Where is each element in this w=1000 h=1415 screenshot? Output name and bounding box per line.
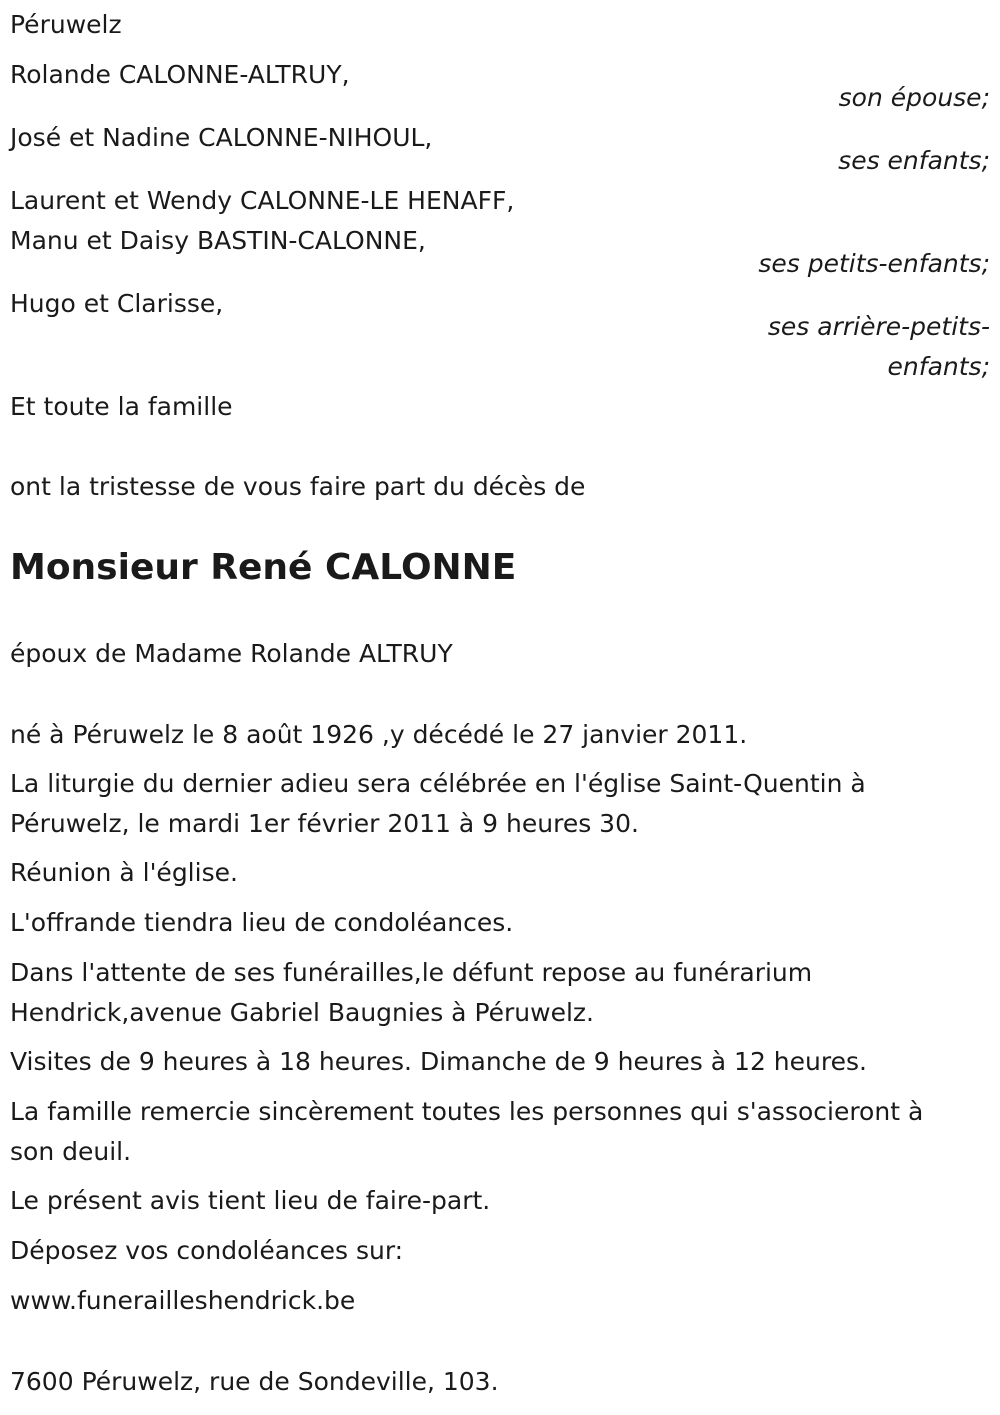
address-text: 7600 Péruwelz, rue de Sondeville, 103. bbox=[10, 1367, 499, 1396]
great-grandchildren-name: Hugo et Clarisse, bbox=[10, 289, 224, 318]
meeting-text: Réunion à l'église. bbox=[10, 858, 238, 887]
announcement-text: ont la tristesse de vous faire part du décès de bbox=[10, 472, 586, 501]
whole-family: Et toute la famille bbox=[10, 392, 233, 421]
website-text: www.funerailleshendrick.be bbox=[10, 1286, 356, 1315]
thanks-line-2: son deuil. bbox=[10, 1137, 132, 1166]
rest-line-1: Dans l'attente de ses funérailles,le défunt repose au funérarium bbox=[10, 958, 813, 987]
condolences-text: Déposez vos condoléances sur: bbox=[10, 1236, 404, 1265]
grandchildren-line-2: Manu et Daisy BASTIN-CALONNE, bbox=[10, 226, 426, 255]
children-role: ses enfants; bbox=[838, 146, 990, 175]
deceased-name: Monsieur René CALONNE bbox=[10, 547, 517, 588]
location-header: Péruwelz bbox=[10, 10, 122, 39]
thanks-line-1: La famille remercie sincèrement toutes les personnes qui s'associeront à bbox=[10, 1097, 924, 1126]
rest-line-2: Hendrick,avenue Gabriel Baugnies à Péruwelz. bbox=[10, 998, 594, 1027]
visits-text: Visites de 9 heures à 18 heures. Dimanche de 9 heures à 12 heures. bbox=[10, 1047, 867, 1076]
offering-text: L'offrande tiendra lieu de condoléances. bbox=[10, 908, 514, 937]
grandchildren-role: ses petits-enfants; bbox=[758, 249, 990, 278]
great-grandchildren-role-1: ses arrière-petits- bbox=[767, 312, 990, 341]
liturgy-line-2: Péruwelz, le mardi 1er février 2011 à 9 heures 30. bbox=[10, 809, 639, 838]
spouse-role: son épouse; bbox=[838, 83, 990, 112]
great-grandchildren-role-2: enfants; bbox=[887, 352, 990, 381]
spouse-of: époux de Madame Rolande ALTRUY bbox=[10, 639, 453, 668]
liturgy-line-1: La liturgie du dernier adieu sera célébrée en l'église Saint-Quentin à bbox=[10, 769, 866, 798]
grandchildren-line-1: Laurent et Wendy CALONNE-LE HENAFF, bbox=[10, 186, 515, 215]
notice-text: Le présent avis tient lieu de faire-part. bbox=[10, 1186, 491, 1215]
children-name: José et Nadine CALONNE-NIHOUL, bbox=[10, 123, 433, 152]
birth-death-text: né à Péruwelz le 8 août 1926 ,y décédé le 27 janvier 2011. bbox=[10, 720, 748, 749]
spouse-name: Rolande CALONNE-ALTRUY, bbox=[10, 60, 350, 89]
